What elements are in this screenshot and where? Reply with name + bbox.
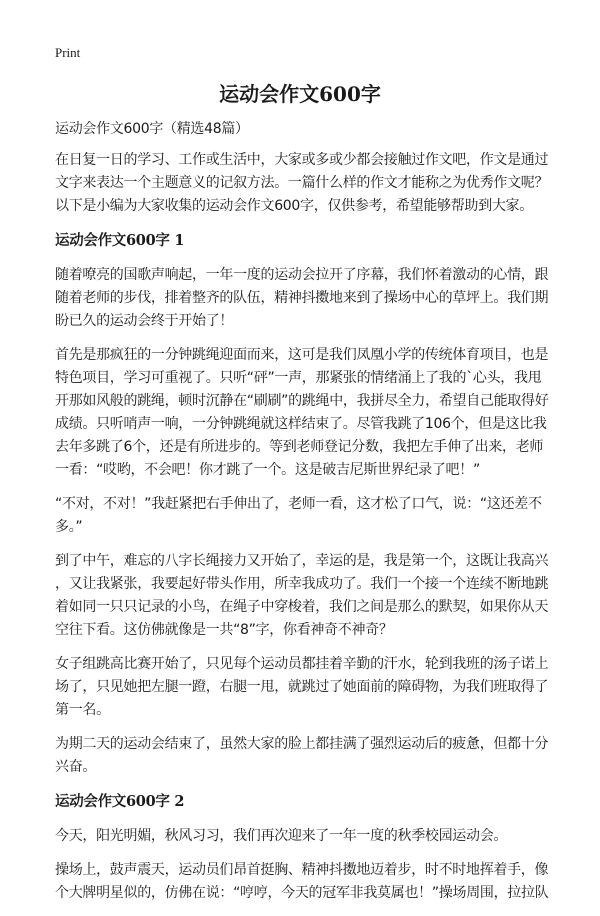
paragraph-line: 一看：“哎哟，不会吧！你才跳了一个。这是破吉尼斯世界纪录了吧！”	[55, 462, 480, 478]
paragraph-line: 女子组跳高比赛开始了，只见每个运动员都挂着辛勤的汗水，轮到我班的汤子诺上	[55, 656, 549, 672]
article-body	[55, 118, 575, 916]
section-heading: 运动会作文600字 1	[55, 232, 185, 249]
paragraph	[55, 550, 575, 642]
paragraph-line: 特色项目，学习可重视了。只听“砰”一声，那紧张的情绪涌上了我的`心头，我甩	[55, 370, 542, 386]
paragraph-line: 随着老师的步伐，排着整齐的队伍，精神抖擞地来到了操场中心的草坪上。我们期	[55, 290, 549, 306]
paragraph	[55, 149, 575, 218]
paragraph-line: 第一名。	[55, 702, 110, 718]
print-link[interactable]: Print	[55, 45, 81, 60]
sections	[55, 149, 575, 905]
paragraph-line: 为期二天的运动会结束了，虽然大家的脸上都挂满了强烈运动后的疲惫，但都十分	[55, 736, 549, 752]
paragraph-line: 到了中午，难忘的八字长绳接力又开始了，幸运的是，我是第一个，这既让我高兴	[55, 553, 549, 569]
paragraph	[55, 344, 575, 482]
paragraph-line: 空往下看。这仿佛就像是一共“8”字，你看神奇不神奇？	[55, 622, 393, 638]
paragraph	[55, 859, 575, 905]
paragraph-line: 多。”	[55, 519, 83, 535]
paragraph-line: 操场上，鼓声震天，运动员们昂首挺胸、精神抖擞地迈着步，时不时地挥着手，像	[55, 862, 549, 878]
paragraph-line: 个大牌明星似的，仿佛在说：“哼哼，今天的冠军非我莫属也！”操场周围，拉拉队	[55, 885, 549, 901]
page-title: 运动会作文600字	[219, 82, 381, 106]
paragraph	[55, 733, 575, 779]
paragraph-line: 场了，只见她把左腿一蹬，右腿一甩，就跳过了她面前的障碍物，为我们班取得了	[55, 679, 549, 695]
paragraph-line: 在日复一日的学习、工作或生活中，大家或多或少都会接触过作文吧，作文是通过	[55, 152, 549, 168]
paragraph-line: 今天，阳光明媚，秋风习习，我们再次迎来了一年一度的秋季校园运动会。	[55, 828, 508, 844]
paragraph-line: 着如同一只只记录的小鸟，在绳子中穿梭着，我们之间是那么的默契，如果你从天	[55, 599, 549, 615]
paragraph-line: 成绩。只听哨声一响，一分钟跳绳就这样结束了。尽管我跳了106个，但是这比我	[55, 416, 547, 432]
paragraph	[55, 653, 575, 722]
paragraph	[55, 264, 575, 333]
article-subtitle: 运动会作文600字（精选48篇）	[55, 121, 249, 137]
paragraph-line: 文字来表达一个主题意义的记叙方法。一篇什么样的作文才能称之为优秀作文呢？	[55, 175, 549, 191]
paragraph-line: 首先是那疯狂的一分钟跳绳迎面而来，这可是我们凤凰小学的传统体育项目，也是	[55, 347, 549, 363]
paragraph-line: 随着嘹亮的国歌声响起，一年一度的运动会拉开了序幕，我们怀着激动的心情，跟	[55, 267, 549, 283]
paragraph-line: 兴奋。	[55, 759, 97, 775]
section-heading: 运动会作文600字 2	[55, 793, 185, 810]
paragraph-line: “不对，不对！”我赶紧把右手伸出了，老师一看，这才松了口气，说：“这还差不	[55, 496, 542, 512]
paragraph-line: 去年多跳了6个，还是有所进步的。等到老师登记分数，我把左手伸了出来，老师	[55, 439, 544, 455]
paragraph-line: 盼已久的运动会终于开始了！	[55, 313, 234, 329]
paragraph-line: 以下是小编为大家收集的运动会作文600字，仅供参考，希望能够帮助到大家。	[55, 198, 533, 214]
paragraph	[55, 825, 575, 848]
paragraph	[55, 493, 575, 539]
paragraph-line: 开那如风般的跳绳，顿时沉静在“刷刷”的跳绳中，我拼尽全力，希望自己能取得好	[55, 393, 549, 409]
paragraph-line: ，又让我紧张，我要起好带头作用，所幸我成功了。我们一个接一个连续不断地跳	[55, 576, 549, 592]
